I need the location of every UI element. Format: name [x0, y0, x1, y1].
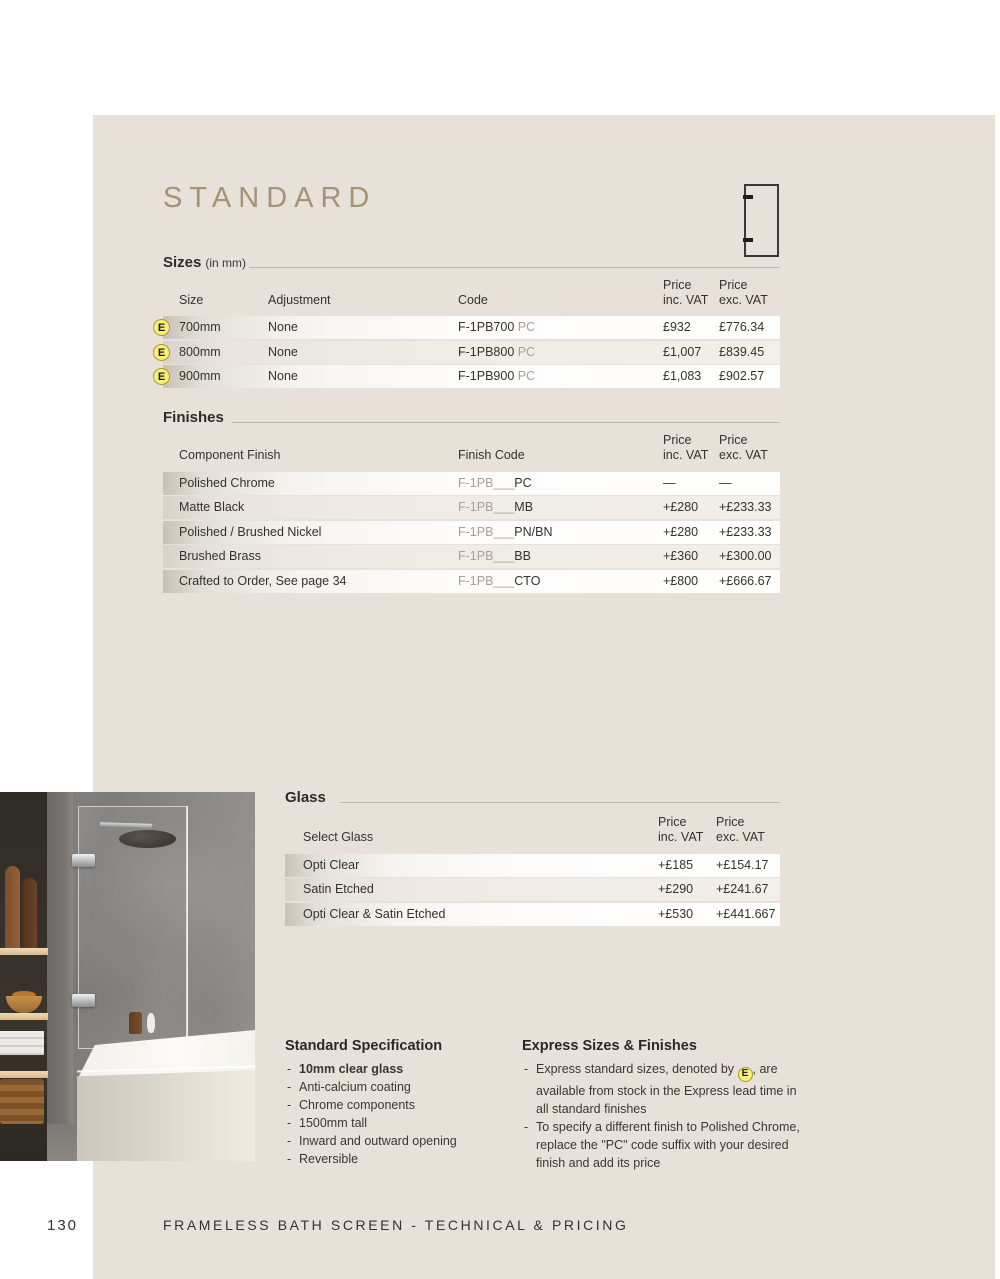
spec-item: 1500mm tall — [299, 1116, 368, 1130]
price-inc-value: £1,083 — [663, 369, 702, 383]
list-item — [524, 1118, 802, 1172]
price-exc-value: £902.57 — [719, 369, 765, 383]
adjustment-value: None — [268, 345, 298, 359]
standard-spec-heading: Standard Specification — [285, 1038, 443, 1054]
price-exc-value: +£441.667 — [716, 907, 776, 921]
dash-bullet: - — [287, 1116, 292, 1130]
photo-hinge-top — [72, 854, 95, 867]
photo-vase — [147, 1013, 155, 1033]
code-suffix: PC — [517, 345, 536, 359]
express-list — [524, 1060, 802, 1172]
finishes-heading: Finishes — [163, 409, 224, 426]
table-row-finish — [163, 472, 780, 495]
page-title: STANDARD — [163, 182, 377, 214]
finishes-heading-rule — [232, 422, 780, 423]
price-exc-value: £776.34 — [719, 320, 765, 334]
table-row-size-800 — [157, 341, 780, 364]
price-exc-value: £839.45 — [719, 345, 765, 359]
price-exc-value: +£300.00 — [719, 549, 772, 563]
spec-item: Anti-calcium coating — [299, 1080, 411, 1094]
code-suffix: CTO — [514, 574, 541, 588]
photo-shelf — [0, 1013, 48, 1020]
sizes-heading-label: Sizes — [163, 254, 202, 271]
code-value — [458, 316, 535, 339]
list-item — [287, 1096, 517, 1114]
price-inc-value: +£530 — [658, 907, 694, 921]
size-value: 900mm — [179, 369, 221, 383]
table-row-glass — [285, 854, 780, 877]
photo-shower-head — [119, 830, 176, 848]
finish-name: Matte Black — [179, 500, 245, 514]
dash-bullet: - — [524, 1119, 529, 1134]
col-header-finish-code: Finish Code — [458, 448, 525, 462]
price-inc-value: +£185 — [658, 858, 694, 872]
spec-item: Chrome components — [299, 1098, 416, 1112]
code-prefix: F-1PB___ — [458, 549, 515, 563]
table-row-finish — [163, 521, 780, 544]
col-header-component-finish: Component Finish — [179, 448, 281, 462]
exc-vat-label: exc. VAT — [719, 448, 768, 462]
code-suffix: PN/BN — [514, 525, 553, 539]
photo-cutting-board — [5, 866, 20, 950]
col-header-price-inc — [663, 278, 708, 308]
page-number: 130 — [47, 1217, 79, 1234]
sizes-heading-rule — [249, 267, 780, 268]
code-suffix: PC — [517, 369, 536, 383]
price-label: Price — [663, 433, 692, 447]
code-value — [458, 472, 532, 495]
price-label: Price — [663, 278, 692, 292]
dash-bullet: - — [287, 1062, 292, 1076]
exc-vat-label: exc. VAT — [719, 293, 768, 307]
code-main: F-1PB800 — [458, 345, 515, 359]
bath-screen-diagram-icon — [744, 184, 779, 257]
product-photo — [0, 792, 255, 1161]
size-value: 700mm — [179, 320, 221, 334]
photo-wicker-basket — [0, 1079, 44, 1124]
spec-item: 10mm clear glass — [299, 1062, 404, 1076]
col-header-price-exc — [719, 278, 768, 308]
photo-shelf — [0, 948, 48, 955]
spec-item: Inward and outward opening — [299, 1134, 457, 1148]
express-item-text: To specify a different finish to Polished Chrome, replace the "PC" code suffix with your desired finish and add its price — [536, 1119, 800, 1170]
col-header-select-glass: Select Glass — [303, 830, 374, 844]
photo-shelf — [0, 1071, 48, 1078]
express-item-text: Express standard sizes, denoted by — [536, 1062, 738, 1076]
list-item — [287, 1150, 517, 1168]
photo-towels — [0, 1031, 44, 1055]
dash-bullet: - — [524, 1062, 529, 1076]
price-label: Price — [719, 433, 748, 447]
code-prefix: F-1PB___ — [458, 476, 515, 490]
price-label: Price — [716, 815, 745, 829]
adjustment-value: None — [268, 369, 298, 383]
dash-bullet: - — [287, 1098, 292, 1112]
express-badge-icon: E — [153, 319, 170, 336]
col-header-price-inc — [663, 433, 708, 463]
table-row-finish — [163, 570, 780, 593]
price-label: Price — [719, 278, 748, 292]
finish-name: Crafted to Order, See page 34 — [179, 574, 347, 588]
col-header-size: Size — [179, 293, 204, 307]
list-item — [287, 1132, 517, 1150]
finish-name: Polished Chrome — [179, 476, 275, 490]
code-prefix: F-1PB___ — [458, 525, 515, 539]
col-header-adjustment: Adjustment — [268, 293, 331, 307]
price-exc-value: — — [719, 476, 732, 490]
price-inc-value: £1,007 — [663, 345, 702, 359]
price-inc-value: +£280 — [663, 525, 699, 539]
photo-wall-corner — [47, 792, 73, 1161]
code-main: F-1PB700 — [458, 320, 515, 334]
inc-vat-label: inc. VAT — [663, 293, 709, 307]
table-row-finish — [163, 496, 780, 519]
sizes-heading — [163, 254, 246, 271]
express-badge-icon: E — [153, 344, 170, 361]
table-row-size-900 — [157, 365, 780, 388]
code-value — [458, 365, 535, 388]
code-value — [458, 521, 552, 544]
price-label: Price — [658, 815, 687, 829]
finish-name: Polished / Brushed Nickel — [179, 525, 322, 539]
glass-name: Opti Clear & Satin Etched — [303, 907, 446, 921]
list-item — [287, 1078, 517, 1096]
code-prefix: F-1PB___ — [458, 500, 515, 514]
price-exc-value: +£666.67 — [719, 574, 772, 588]
express-badge-icon: E — [738, 1067, 753, 1082]
price-inc-value: £932 — [663, 320, 691, 334]
code-value — [458, 570, 540, 593]
photo-bottle — [129, 1012, 142, 1034]
exc-vat-label: exc. VAT — [716, 830, 765, 844]
col-header-price-exc — [719, 433, 768, 463]
price-inc-value: +£360 — [663, 549, 699, 563]
finish-name: Brushed Brass — [179, 549, 261, 563]
table-row-finish — [163, 545, 780, 568]
glass-name: Opti Clear — [303, 858, 360, 872]
price-exc-value: +£233.33 — [719, 525, 772, 539]
table-row-glass — [285, 903, 780, 926]
inc-vat-label: inc. VAT — [663, 448, 709, 462]
code-value — [458, 341, 535, 364]
table-row-size-700 — [157, 316, 780, 339]
dash-bullet: - — [287, 1134, 292, 1148]
express-heading: Express Sizes & Finishes — [522, 1038, 697, 1054]
dash-bullet: - — [287, 1152, 292, 1166]
price-inc-value: — — [663, 476, 676, 490]
hinge-mark-icon — [743, 238, 753, 242]
code-suffix: BB — [514, 549, 531, 563]
photo-hinge-bottom — [72, 994, 95, 1007]
price-exc-value: +£241.67 — [716, 882, 769, 896]
dash-bullet: - — [287, 1080, 292, 1094]
code-prefix: F-1PB___ — [458, 574, 515, 588]
col-header-price-inc — [658, 815, 703, 845]
sizes-heading-note: (in mm) — [205, 256, 247, 270]
hinge-mark-icon — [743, 195, 753, 199]
footer-title: FRAMELESS BATH SCREEN - TECHNICAL & PRICING — [163, 1217, 629, 1233]
code-main: F-1PB900 — [458, 369, 515, 383]
price-inc-value: +£290 — [658, 882, 694, 896]
photo-bathtub-front — [77, 1070, 255, 1161]
code-suffix: MB — [514, 500, 534, 514]
adjustment-value: None — [268, 320, 298, 334]
col-header-price-exc — [716, 815, 765, 845]
code-suffix: PC — [517, 320, 536, 334]
glass-name: Satin Etched — [303, 882, 374, 896]
express-item-text: , are available from stock in the Express lead time in all standard finishes — [536, 1062, 797, 1116]
col-header-code: Code — [458, 293, 488, 307]
price-inc-value: +£800 — [663, 574, 699, 588]
code-suffix: PC — [514, 476, 532, 490]
photo-glass-edge — [186, 806, 188, 1049]
express-badge-icon: E — [153, 368, 170, 385]
price-inc-value: +£280 — [663, 500, 699, 514]
size-value: 800mm — [179, 345, 221, 359]
glass-heading-rule — [340, 802, 780, 803]
price-exc-value: +£233.33 — [719, 500, 772, 514]
list-item — [524, 1060, 802, 1118]
list-item — [287, 1114, 517, 1132]
code-value — [458, 496, 533, 519]
inc-vat-label: inc. VAT — [658, 830, 704, 844]
photo-cutting-board — [22, 878, 37, 950]
code-value — [458, 545, 531, 568]
standard-spec-list — [287, 1060, 517, 1168]
price-exc-value: +£154.17 — [716, 858, 769, 872]
list-item — [287, 1060, 517, 1078]
table-row-glass — [285, 878, 780, 901]
express-item — [536, 1060, 802, 1118]
glass-heading: Glass — [285, 789, 326, 806]
spec-item: Reversible — [299, 1152, 359, 1166]
